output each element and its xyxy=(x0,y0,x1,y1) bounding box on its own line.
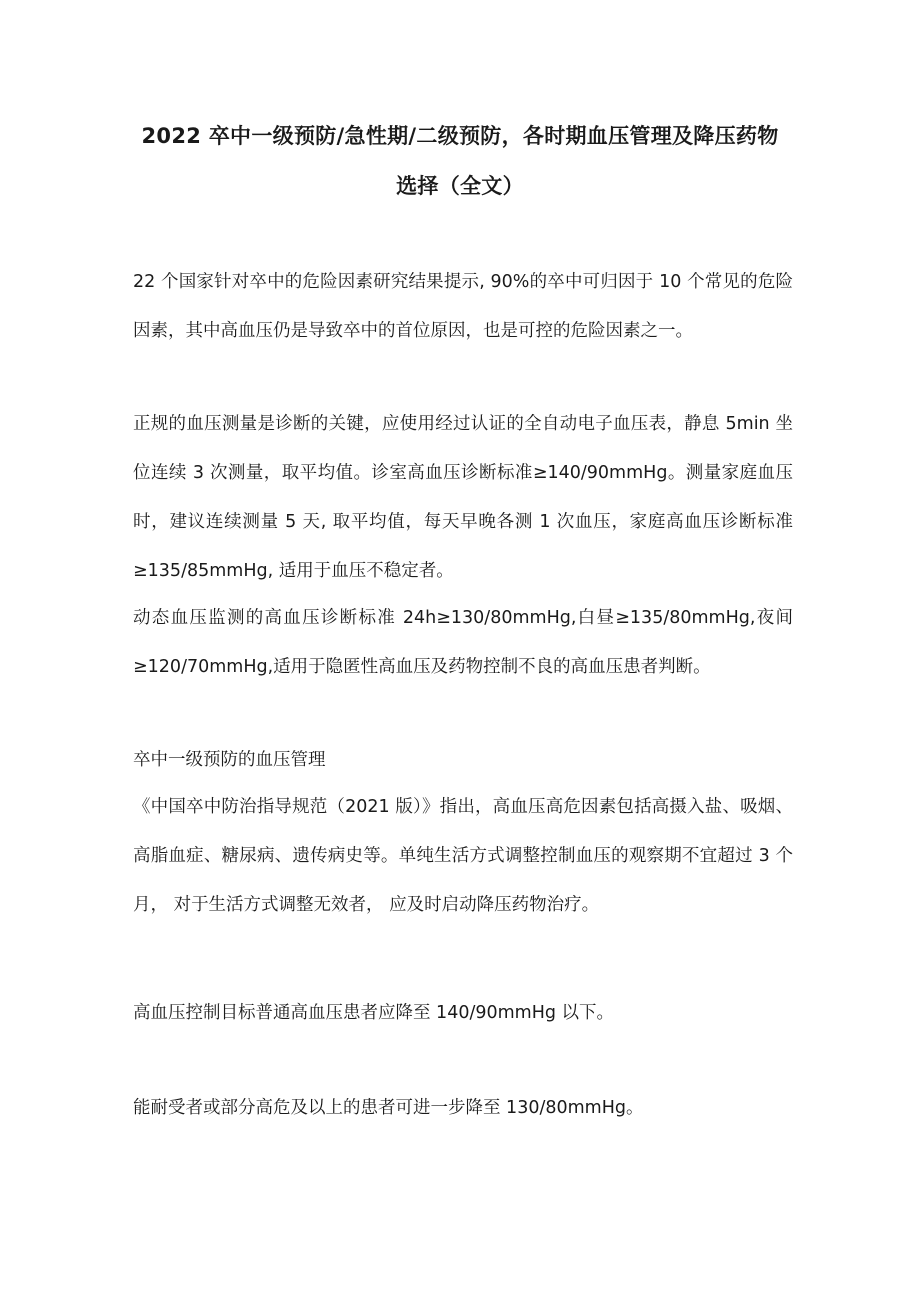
paragraph-target-general: 高血压控制目标普通高血压患者应降至 140/90mmHg 以下。 xyxy=(133,1003,615,1023)
document-title-line-1: 2022 卒中一级预防/急性期/二级预防，各时期血压管理及降压药物 xyxy=(141,124,779,148)
section-heading-primary-prevention: 卒中一级预防的血压管理 xyxy=(133,750,326,770)
paragraph-risk-factors: 22 个国家针对卒中的危险因素研究结果提示, 90%的卒中可归因于 10 个常见的危险因素，其中高血压仍是导致卒中的首位原因，也是可控的危险因素之一。 xyxy=(133,272,793,341)
paragraph-guideline: 《中国卒中防治指导规范（2021 版）》指出，高血压高危因素包括高摄入盐、吸烟、高脂血症、糖尿病、遗传病史等。单纯生活方式调整控制血压的观察期不宜超过 3 个月， 对于生活方式调整无效者， 应及时启动降压药物治疗。 xyxy=(133,797,793,915)
paragraph-target-high-risk: 能耐受者或部分高危及以上的患者可进一步降至 130/80mmHg。 xyxy=(133,1098,644,1118)
paragraph-bp-measurement: 正规的血压测量是诊断的关键，应使用经过认证的全自动电子血压表，静息 5min 坐位连续 3 次测量，取平均值。诊室高血压诊断标准≥140/90mmHg。测量家庭血压时，建议连续测量 5 天, 取平均值，每天早晚各测 1 次血压，家庭高血压诊断标准≥135/85mmHg, 适用于血压不稳定者。 xyxy=(133,414,793,581)
paragraph-ambulatory-bp: 动态血压监测的高血压诊断标准 24h≥130/80mmHg,白昼≥135/80mmHg,夜间≥120/70mmHg,适用于隐匿性高血压及药物控制不良的高血压患者判断。 xyxy=(133,608,793,677)
document-title-line-2: 选择（全文） xyxy=(396,174,524,198)
